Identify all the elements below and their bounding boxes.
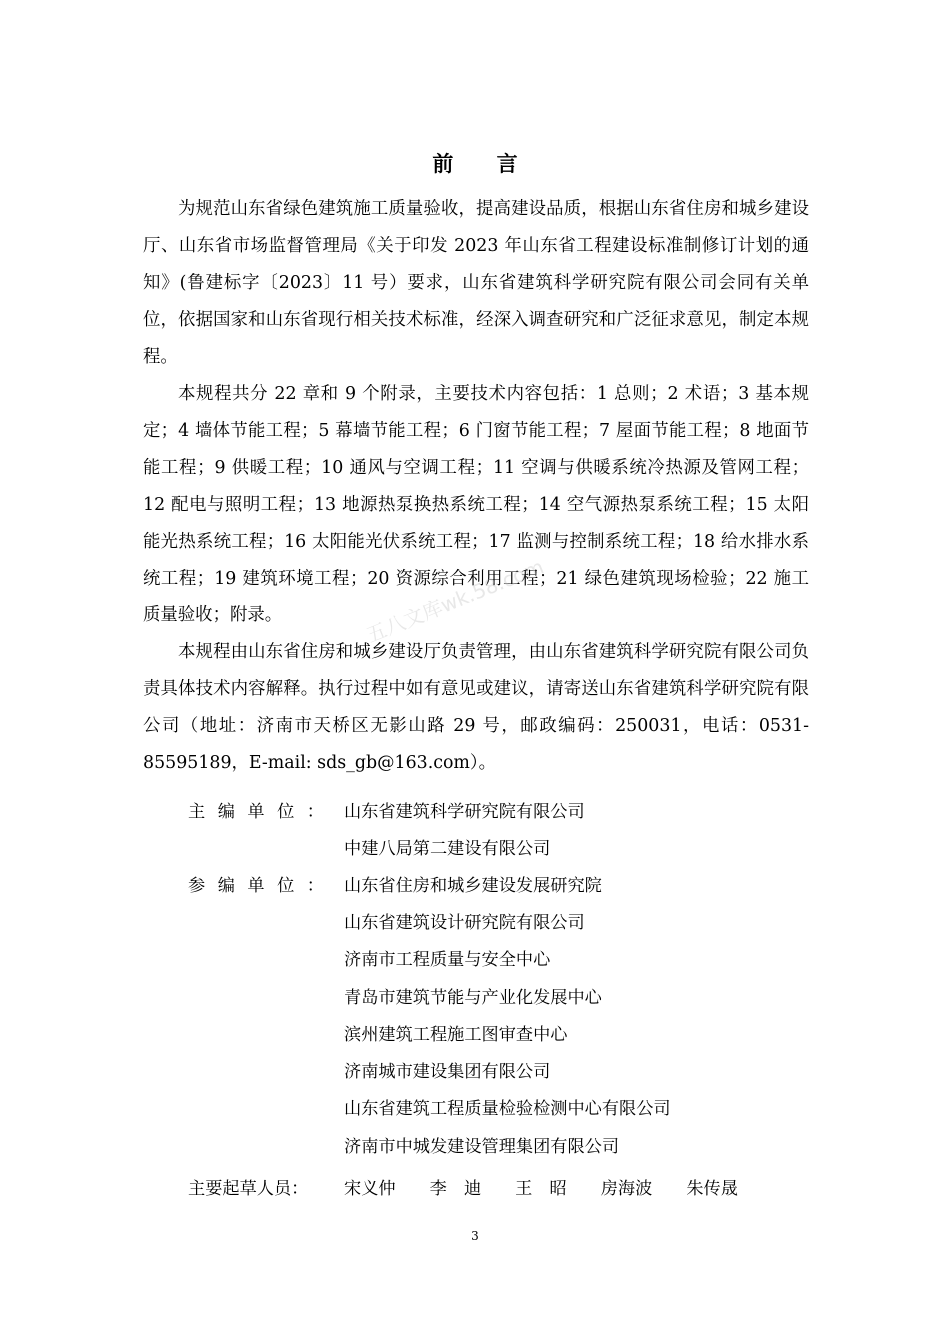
drafter-name: 房海波: [600, 1179, 653, 1199]
participating-unit: 山东省建筑工程质量检验检测中心有限公司: [344, 1099, 671, 1119]
drafter-name: 朱传晟: [686, 1179, 738, 1199]
drafter-name: 王 昭: [515, 1179, 567, 1199]
chief-editor-label: 主编单位：: [188, 802, 337, 822]
participating-unit: 青岛市建筑节能与产业化发展中心: [344, 988, 602, 1008]
preface-paragraph-3: 本规程由山东省住房和城乡建设厅负责管理，由山东省建筑科学研究院有限公司负责具体技术内容解释。执行过程中如有意见或建议，请寄送山东省建筑科学研究院有限公司（地址：济南市天桥区无影山路 29 号，邮政编码：250031，电话：0531-85595189，E-mail: sds_gb@163.com）。: [143, 642, 809, 773]
participating-unit: 山东省住房和城乡建设发展研究院: [344, 876, 602, 896]
page-title: 前 言: [432, 151, 536, 176]
chief-editor-unit: 山东省建筑科学研究院有限公司: [344, 802, 585, 822]
participating-unit: 济南市工程质量与安全中心: [344, 950, 551, 970]
chief-editor-row-1: [188, 800, 828, 824]
watermark: 五八文库wk.58.com: [362, 554, 548, 648]
drafters-names: [344, 1177, 772, 1201]
preface-paragraph-2: 本规程共分 22 章和 9 个附录，主要技术内容包括：1 总则；2 术语；3 基本规定；4 墙体节能工程；5 幕墙节能工程；6 门窗节能工程；7 屋面节能工程；8 地面节能工程；9 供暖工程；10 通风与空调工程；11 空调与供暖系统冷热源及管网工程；12 配电与照明工程；13 地源热泵换热系统工程；14 空气源热泵系统工程；15 太阳能光热系统工程；16 太阳能光伏系统工程；17 监测与控制系统工程；18 给水排水系统工程；19 建筑环境工程；20 资源综合利用工程；21 绿色建筑现场检验；22 施工质量验收；附录。: [143, 384, 809, 626]
participating-unit: 山东省建筑设计研究院有限公司: [344, 913, 585, 933]
drafter-name: 宋义仲: [344, 1179, 396, 1199]
participating-unit: 济南市中城发建设管理集团有限公司: [344, 1137, 620, 1157]
participating-row-1: [188, 874, 828, 898]
participating-unit: 滨州建筑工程施工图审查中心: [344, 1025, 568, 1045]
preface-paragraph-1: 为规范山东省绿色建筑施工质量验收，提高建设品质，根据山东省住房和城乡建设厅、山东省市场监督管理局《关于印发 2023 年山东省工程建设标准制修订计划的通知》(鲁建标字〔2023〕11 号）要求，山东省建筑科学研究院有限公司会同有关单位，依据国家和山东省现行相关技术标准，经深入调查研究和广泛征求意见，制定本规程。: [143, 199, 809, 367]
drafter-name: 李 迪: [429, 1179, 482, 1199]
drafters-row: [188, 1177, 828, 1201]
participating-label: 参编单位：: [188, 876, 337, 896]
page-number: 3: [471, 1229, 479, 1243]
drafters-label: 主要起草人员：: [188, 1179, 309, 1199]
participating-unit: 济南城市建设集团有限公司: [344, 1062, 551, 1082]
chief-editor-unit: 中建八局第二建设有限公司: [344, 839, 551, 859]
